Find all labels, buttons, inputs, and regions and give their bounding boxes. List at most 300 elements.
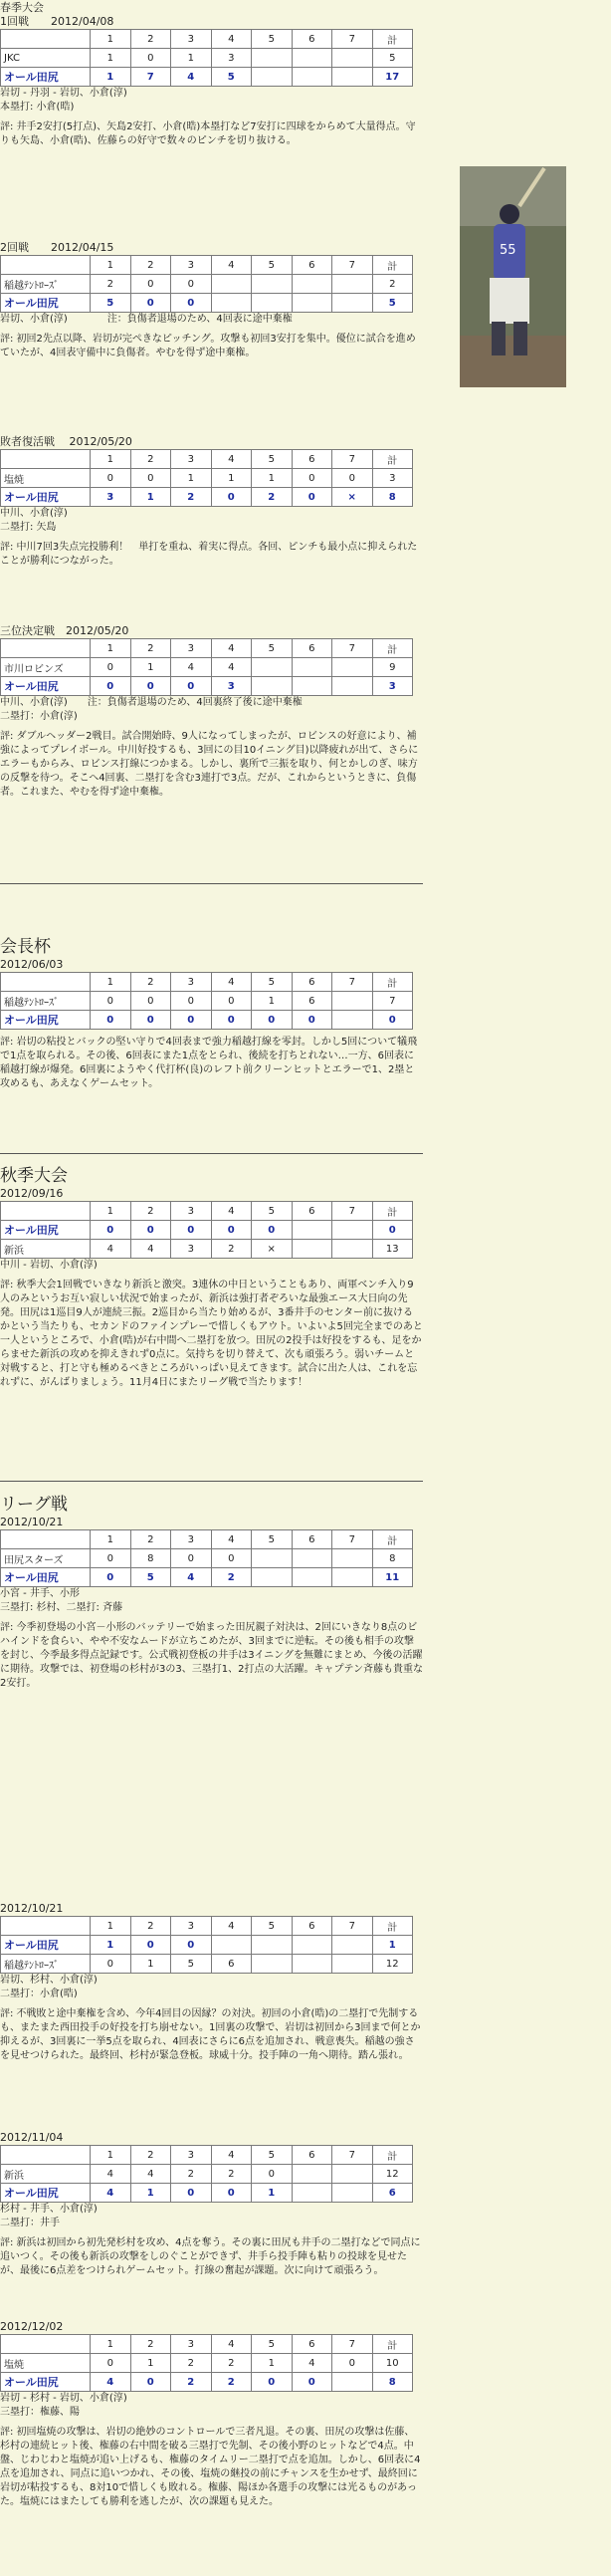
- score-cell: 0: [130, 677, 171, 696]
- header-cell: [1, 30, 91, 49]
- game-review: 評: 秋季大会1回戦でいきなり新浜と激突。3連休の中日ということもあり、両軍ベンチ入り9人のみというお互い寂しい状況で始まったが、新浜は強打者ぞろいな最強エース大日向の先発。田尻は1巡目9人が連続三振。2巡目から当たり始めるが、3番井手のセンター前に抜けるかという当たりも、セカンドのファインプレーで惜しくもアウト。いよいよ5回完全までのあと一人というところで、小倉(晧)が右中間へ二塁打を放つ。田尻の2投手は好投をするも、足をからませた新浜の攻めを抑えきれず0点に。気持ちを切り替えて、次も頑張ろう。弱いチームと対戦すると、打と守も極めるべきところがいっぱい見えてきます。試合に出た人は、これを忘れずに、がんばりましょう。11月4日にまたリーグ戦で当たります！: [0, 1280, 423, 1388]
- score-cell: [292, 2184, 332, 2203]
- score-cell: 5: [91, 294, 131, 313]
- score-cell: 1: [130, 658, 171, 677]
- score-cell: 0: [171, 275, 212, 294]
- header-cell: 計: [372, 256, 413, 275]
- game-date: 1回戦 2012/04/08: [0, 15, 114, 28]
- score-cell: 6: [211, 1955, 252, 1974]
- score-cell: [332, 1955, 373, 1974]
- header-cell: 計: [372, 450, 413, 469]
- header-cell: 1: [91, 256, 131, 275]
- header-cell: 7: [332, 639, 373, 658]
- team-name: 田尻スターズ: [1, 1549, 91, 1568]
- scoreboard: [0, 638, 413, 696]
- score-cell: [292, 1568, 332, 1587]
- score-cell: 5: [171, 1955, 212, 1974]
- score-cell: 1: [252, 469, 293, 488]
- score-cell: [211, 275, 252, 294]
- header-cell: 6: [292, 639, 332, 658]
- scoreboard-header: [1, 1530, 413, 1549]
- score-cell: [332, 49, 373, 68]
- section-divider: [0, 1481, 423, 1482]
- game-section: [0, 1165, 611, 1390]
- header-cell: 5: [252, 973, 293, 992]
- game-section: [0, 624, 611, 800]
- score-cell: [292, 275, 332, 294]
- team-name: 市川ロビンズ: [1, 658, 91, 677]
- score-cell: [292, 1549, 332, 1568]
- score-cell: [332, 1221, 373, 1240]
- score-cell: 4: [130, 2165, 171, 2184]
- header-cell: 計: [372, 30, 413, 49]
- team-row: [1, 1936, 413, 1955]
- header-cell: 6: [292, 30, 332, 49]
- score-cell: 3: [211, 49, 252, 68]
- game-note: 三塁打：権藤、陽: [0, 2407, 80, 2418]
- score-cell: 0: [130, 469, 171, 488]
- header-cell: 計: [372, 1530, 413, 1549]
- score-cell: 0: [130, 2373, 171, 2392]
- score-cell: 5: [372, 49, 413, 68]
- score-cell: 0: [91, 1568, 131, 1587]
- game-section: [0, 1902, 611, 2063]
- header-cell: 1: [91, 30, 131, 49]
- game-note: 杉村 - 井手、小倉(淳): [0, 2204, 98, 2215]
- team-row: [1, 677, 413, 696]
- team-row: [1, 2165, 413, 2184]
- score-cell: 0: [91, 1221, 131, 1240]
- scoreboard-header: [1, 973, 413, 992]
- score-cell: 4: [91, 2165, 131, 2184]
- score-cell: 12: [372, 2165, 413, 2184]
- scoreboard: [0, 1916, 413, 1974]
- header-cell: 4: [211, 256, 252, 275]
- game-note: 二塁打：小倉(淳): [0, 711, 78, 722]
- score-cell: [252, 49, 293, 68]
- score-cell: [292, 2165, 332, 2184]
- score-cell: 1: [91, 68, 131, 87]
- score-cell: 0: [211, 488, 252, 507]
- team-name: オール田尻: [1, 294, 91, 313]
- header-cell: [1, 1530, 91, 1549]
- score-cell: 3: [372, 677, 413, 696]
- score-cell: [332, 2165, 373, 2184]
- header-cell: 3: [171, 1202, 212, 1221]
- header-cell: 7: [332, 1530, 373, 1549]
- header-cell: [1, 2335, 91, 2354]
- score-cell: 1: [171, 49, 212, 68]
- score-cell: 17: [372, 68, 413, 87]
- score-cell: 3: [211, 677, 252, 696]
- score-cell: 11: [372, 1568, 413, 1587]
- score-cell: 0: [91, 1549, 131, 1568]
- header-cell: 2: [130, 973, 171, 992]
- team-row: [1, 2354, 413, 2373]
- header-cell: 3: [171, 256, 212, 275]
- game-date: 2012/09/16: [0, 1187, 64, 1200]
- scoreboard-header: [1, 2146, 413, 2165]
- team-name: オール田尻: [1, 677, 91, 696]
- header-cell: [1, 639, 91, 658]
- score-cell: 4: [171, 1568, 212, 1587]
- score-cell: [292, 1936, 332, 1955]
- header-cell: 2: [130, 256, 171, 275]
- header-cell: 4: [211, 2146, 252, 2165]
- header-cell: 2: [130, 1917, 171, 1936]
- section-title: 春季大会: [0, 1, 44, 14]
- team-name: オール田尻: [1, 2373, 91, 2392]
- score-cell: 4: [171, 658, 212, 677]
- team-row: [1, 2373, 413, 2392]
- svg-text:55: 55: [500, 243, 516, 258]
- score-cell: 1: [171, 469, 212, 488]
- score-cell: 0: [91, 677, 131, 696]
- team-row: [1, 1240, 413, 1259]
- score-cell: 0: [91, 469, 131, 488]
- score-cell: 2: [211, 2165, 252, 2184]
- game-review: 評: 岩切の粘投とバックの堅い守りで4回表まで強力稲越打線を零封。しかし5回について犠飛で1点を取られる。その後、6回表にまた1点をとられ、後続を打ちとれない…一方、6回表に稲越打線が爆発。6回裏にようやく代打杯(良)のレフト前クリーンヒットとエラーで1、2塁と攻めるも、あえなくゲームセット。: [0, 1037, 418, 1089]
- game-section: [0, 0, 611, 148]
- score-cell: [332, 2184, 373, 2203]
- score-cell: 6: [292, 992, 332, 1011]
- game-note: 小宮 - 井手、小形: [0, 1588, 80, 1599]
- team-row: [1, 1549, 413, 1568]
- header-cell: 2: [130, 30, 171, 49]
- score-cell: 0: [292, 469, 332, 488]
- header-cell: 3: [171, 1530, 212, 1549]
- scoreboard-header: [1, 30, 413, 49]
- team-row: [1, 275, 413, 294]
- score-cell: [211, 1936, 252, 1955]
- score-cell: 2: [211, 2354, 252, 2373]
- scoreboard: [0, 449, 413, 507]
- score-cell: [332, 1936, 373, 1955]
- header-cell: 7: [332, 1202, 373, 1221]
- header-cell: 7: [332, 1917, 373, 1936]
- score-cell: 0: [211, 992, 252, 1011]
- team-row: [1, 469, 413, 488]
- header-cell: 2: [130, 2335, 171, 2354]
- game-note: 中川、小倉(淳): [0, 508, 68, 519]
- score-cell: 0: [130, 275, 171, 294]
- score-cell: 0: [91, 2354, 131, 2373]
- score-cell: 0: [372, 1221, 413, 1240]
- section-title: リーグ戦: [0, 1495, 68, 1515]
- score-cell: 1: [91, 1936, 131, 1955]
- score-cell: 0: [171, 294, 212, 313]
- header-cell: 2: [130, 639, 171, 658]
- team-row: [1, 1568, 413, 1587]
- scoreboard: [0, 2334, 413, 2392]
- score-cell: 0: [252, 2165, 293, 2184]
- score-cell: 4: [292, 2354, 332, 2373]
- header-cell: 3: [171, 30, 212, 49]
- header-cell: 計: [372, 639, 413, 658]
- score-cell: 1: [252, 2354, 293, 2373]
- header-cell: 1: [91, 450, 131, 469]
- score-cell: 0: [171, 677, 212, 696]
- team-row: [1, 49, 413, 68]
- header-cell: 7: [332, 256, 373, 275]
- section-title: 秋季大会: [0, 1166, 68, 1186]
- score-cell: [332, 658, 373, 677]
- score-cell: 0: [372, 1011, 413, 1030]
- scoreboard-header: [1, 450, 413, 469]
- game-note: 岩切 - 丹羽 - 岩切、小倉(淳): [0, 88, 127, 99]
- header-cell: 1: [91, 973, 131, 992]
- score-cell: [332, 68, 373, 87]
- scoreboard-header: [1, 1917, 413, 1936]
- header-cell: 3: [171, 1917, 212, 1936]
- score-cell: 1: [130, 1955, 171, 1974]
- header-cell: 2: [130, 2146, 171, 2165]
- score-cell: [252, 294, 293, 313]
- scoreboard: [0, 972, 413, 1030]
- scoreboard-header: [1, 639, 413, 658]
- team-name: オール田尻: [1, 2184, 91, 2203]
- section-title: 会長杯: [0, 937, 51, 957]
- team-name: 稲越ﾃﾝﾄﾛｰｽﾞ: [1, 992, 91, 1011]
- score-cell: 13: [372, 1240, 413, 1259]
- header-cell: 6: [292, 2146, 332, 2165]
- header-cell: 6: [292, 1530, 332, 1549]
- header-cell: 1: [91, 1202, 131, 1221]
- score-cell: 12: [372, 1955, 413, 1974]
- team-row: [1, 658, 413, 677]
- score-cell: 6: [372, 2184, 413, 2203]
- score-cell: 10: [372, 2354, 413, 2373]
- score-cell: 0: [211, 1011, 252, 1030]
- header-cell: 5: [252, 256, 293, 275]
- score-cell: [252, 677, 293, 696]
- score-cell: 1: [252, 992, 293, 1011]
- score-cell: 0: [171, 1221, 212, 1240]
- score-cell: [332, 677, 373, 696]
- header-cell: 1: [91, 2146, 131, 2165]
- score-cell: [292, 1240, 332, 1259]
- team-name: JKC: [1, 49, 91, 68]
- header-cell: 4: [211, 1917, 252, 1936]
- game-note: 岩切 - 杉村 - 岩切、小倉(淳): [0, 2393, 127, 2404]
- score-cell: [292, 658, 332, 677]
- score-cell: 0: [252, 1221, 293, 1240]
- header-cell: [1, 450, 91, 469]
- header-cell: 2: [130, 450, 171, 469]
- score-cell: 1: [252, 2184, 293, 2203]
- header-cell: [1, 2146, 91, 2165]
- team-row: [1, 294, 413, 313]
- score-cell: 8: [372, 1549, 413, 1568]
- header-cell: 1: [91, 1530, 131, 1549]
- game-review: 評: 中川7回3失点完投勝利！ 単打を重ね、着実に得点。各回、ピンチも最小点に抑えられたことが勝利につながった。: [0, 542, 418, 567]
- score-cell: 5: [372, 294, 413, 313]
- score-cell: 3: [372, 469, 413, 488]
- game-date: 2012/10/21: [0, 1516, 64, 1528]
- score-cell: 0: [171, 1936, 212, 1955]
- scoreboard: [0, 2145, 413, 2203]
- score-cell: 0: [252, 2373, 293, 2392]
- team-name: 塩焼: [1, 469, 91, 488]
- score-cell: [252, 68, 293, 87]
- score-cell: [332, 2373, 373, 2392]
- score-cell: 2: [211, 2373, 252, 2392]
- header-cell: 4: [211, 1202, 252, 1221]
- score-cell: 2: [372, 275, 413, 294]
- team-name: 塩焼: [1, 2354, 91, 2373]
- team-row: [1, 992, 413, 1011]
- game-date: 2012/11/04: [0, 2131, 64, 2144]
- score-cell: 2: [171, 2354, 212, 2373]
- score-cell: 0: [171, 992, 212, 1011]
- score-cell: 0: [130, 1936, 171, 1955]
- header-cell: 計: [372, 1202, 413, 1221]
- section-divider: [0, 1153, 423, 1154]
- score-cell: ×: [252, 1240, 293, 1259]
- game-review: 評: 初回塩焼の攻撃は、岩切の絶妙のコントロールで三者凡退。その裏、田尻の攻撃は佐藤、杉村の連続ヒット後、権藤の右中間を破る三塁打で先制、その後小野のヒットなどで4点。中盤、じわじわと塩焼が追い上げるも、権藤のタイムリー二塁打で点を追加。しかし、6回表に4点を追加され、同点に追いつかれ、その後、塩焼の継投の前にチャンスを生かせず、最終回に岩切が粘投するも、8対10で惜しくも敗れる。権藤、陽ほか各選手の攻撃には光るものがあった。塩焼にはまたしても勝利を逃したが、次の課題も見えた。: [0, 2427, 421, 2507]
- score-cell: 3: [91, 488, 131, 507]
- team-name: 新浜: [1, 2165, 91, 2184]
- team-name: オール田尻: [1, 1011, 91, 1030]
- header-cell: 計: [372, 1917, 413, 1936]
- scoreboard-header: [1, 256, 413, 275]
- header-cell: 4: [211, 1530, 252, 1549]
- team-name: 稲越ﾃﾝﾄﾛｰｽﾞ: [1, 1955, 91, 1974]
- team-row: [1, 68, 413, 87]
- game-date: 2012/10/21: [0, 1902, 64, 1915]
- score-cell: 8: [372, 488, 413, 507]
- game-date: 敗者復活戦 2012/05/20: [0, 435, 132, 448]
- score-cell: [292, 49, 332, 68]
- header-cell: 5: [252, 2335, 293, 2354]
- section-divider: [0, 883, 423, 884]
- header-cell: 5: [252, 1530, 293, 1549]
- header-cell: 7: [332, 973, 373, 992]
- game-note: 中川 - 岩切、小倉(淳): [0, 1260, 98, 1271]
- header-cell: 3: [171, 2146, 212, 2165]
- header-cell: 3: [171, 450, 212, 469]
- header-cell: [1, 973, 91, 992]
- score-cell: 2: [252, 488, 293, 507]
- score-cell: 0: [130, 1011, 171, 1030]
- game-section: [0, 1494, 611, 1691]
- scoreboard-header: [1, 2335, 413, 2354]
- score-cell: 4: [211, 658, 252, 677]
- header-cell: 4: [211, 30, 252, 49]
- scoreboard: [0, 255, 413, 313]
- team-name: オール田尻: [1, 1568, 91, 1587]
- header-cell: 1: [91, 2335, 131, 2354]
- score-cell: 4: [130, 1240, 171, 1259]
- header-cell: 6: [292, 2335, 332, 2354]
- game-date: 三位決定戦 2012/05/20: [0, 624, 129, 637]
- game-note: 中川、小倉(淳) 注：負傷者退場のため、4回裏終了後に途中棄権: [0, 697, 303, 708]
- score-cell: 7: [372, 992, 413, 1011]
- score-cell: 8: [130, 1549, 171, 1568]
- score-cell: 1: [130, 2184, 171, 2203]
- team-row: [1, 2184, 413, 2203]
- team-row: [1, 1011, 413, 1030]
- header-cell: 6: [292, 973, 332, 992]
- header-cell: 5: [252, 2146, 293, 2165]
- score-cell: 0: [332, 2354, 373, 2373]
- score-cell: 0: [211, 1549, 252, 1568]
- score-cell: [332, 294, 373, 313]
- score-cell: 2: [211, 1240, 252, 1259]
- score-cell: 9: [372, 658, 413, 677]
- header-cell: 計: [372, 2146, 413, 2165]
- game-section: [0, 936, 611, 1091]
- score-cell: 1: [372, 1936, 413, 1955]
- score-cell: [332, 1549, 373, 1568]
- score-cell: [292, 68, 332, 87]
- score-cell: [332, 1240, 373, 1259]
- score-cell: ×: [332, 488, 373, 507]
- header-cell: 3: [171, 2335, 212, 2354]
- header-cell: 5: [252, 30, 293, 49]
- score-cell: 0: [171, 2184, 212, 2203]
- score-cell: 0: [91, 1011, 131, 1030]
- team-name: オール田尻: [1, 488, 91, 507]
- game-date: 2012/12/02: [0, 2320, 64, 2333]
- game-note: 三塁打: 杉村、二塁打: 斉藤: [0, 1602, 123, 1613]
- score-cell: 8: [372, 2373, 413, 2392]
- score-cell: 0: [292, 2373, 332, 2392]
- score-cell: [252, 275, 293, 294]
- header-cell: 1: [91, 1917, 131, 1936]
- game-review: 評: 初回2先点以降、岩切が完ぺきなピッチング。攻撃も初回3安打を集中。優位に試合を進めていたが、4回表守備中に負傷者。やむを得ず途中棄権。: [0, 334, 416, 358]
- score-cell: 0: [211, 1221, 252, 1240]
- header-cell: 計: [372, 973, 413, 992]
- score-cell: 1: [130, 488, 171, 507]
- score-cell: 1: [211, 469, 252, 488]
- score-cell: 0: [130, 49, 171, 68]
- header-cell: [1, 1917, 91, 1936]
- score-cell: [252, 1549, 293, 1568]
- score-cell: [332, 1568, 373, 1587]
- scoreboard-header: [1, 1202, 413, 1221]
- header-cell: 5: [252, 1202, 293, 1221]
- game-date: 2回戦 2012/04/15: [0, 241, 114, 254]
- score-cell: [252, 1568, 293, 1587]
- score-cell: [292, 1221, 332, 1240]
- game-note: 岩切、小倉(淳) 注：負傷者退場のため、4回表に途中棄権: [0, 314, 293, 325]
- score-cell: [332, 1011, 373, 1030]
- score-cell: 4: [91, 2184, 131, 2203]
- score-cell: 7: [130, 68, 171, 87]
- score-cell: [252, 658, 293, 677]
- team-row: [1, 488, 413, 507]
- header-cell: 7: [332, 30, 373, 49]
- game-section: [0, 2320, 611, 2509]
- score-cell: [292, 1955, 332, 1974]
- game-section: [0, 435, 611, 569]
- score-cell: 0: [171, 1549, 212, 1568]
- scoreboard: [0, 1201, 413, 1259]
- game-review: 評: 井手2安打(5打点)、矢島2安打、小倉(晧)本塁打など7安打に四球をからめて大量得点。守りも矢島、小倉(晧)、佐藤らの好守で数々のピンチを切り抜ける。: [0, 121, 416, 146]
- score-cell: [252, 1955, 293, 1974]
- game-note: 二塁打：小倉(晧): [0, 1989, 78, 1999]
- score-cell: 2: [171, 488, 212, 507]
- game-note: 二塁打: 矢島: [0, 522, 57, 533]
- score-cell: 0: [91, 1955, 131, 1974]
- header-cell: 5: [252, 1917, 293, 1936]
- score-cell: 2: [171, 2165, 212, 2184]
- game-note: 本塁打: 小倉(晧): [0, 102, 75, 113]
- game-note: 岩切、杉村、小倉(淳): [0, 1975, 98, 1986]
- header-cell: 3: [171, 639, 212, 658]
- header-cell: 4: [211, 450, 252, 469]
